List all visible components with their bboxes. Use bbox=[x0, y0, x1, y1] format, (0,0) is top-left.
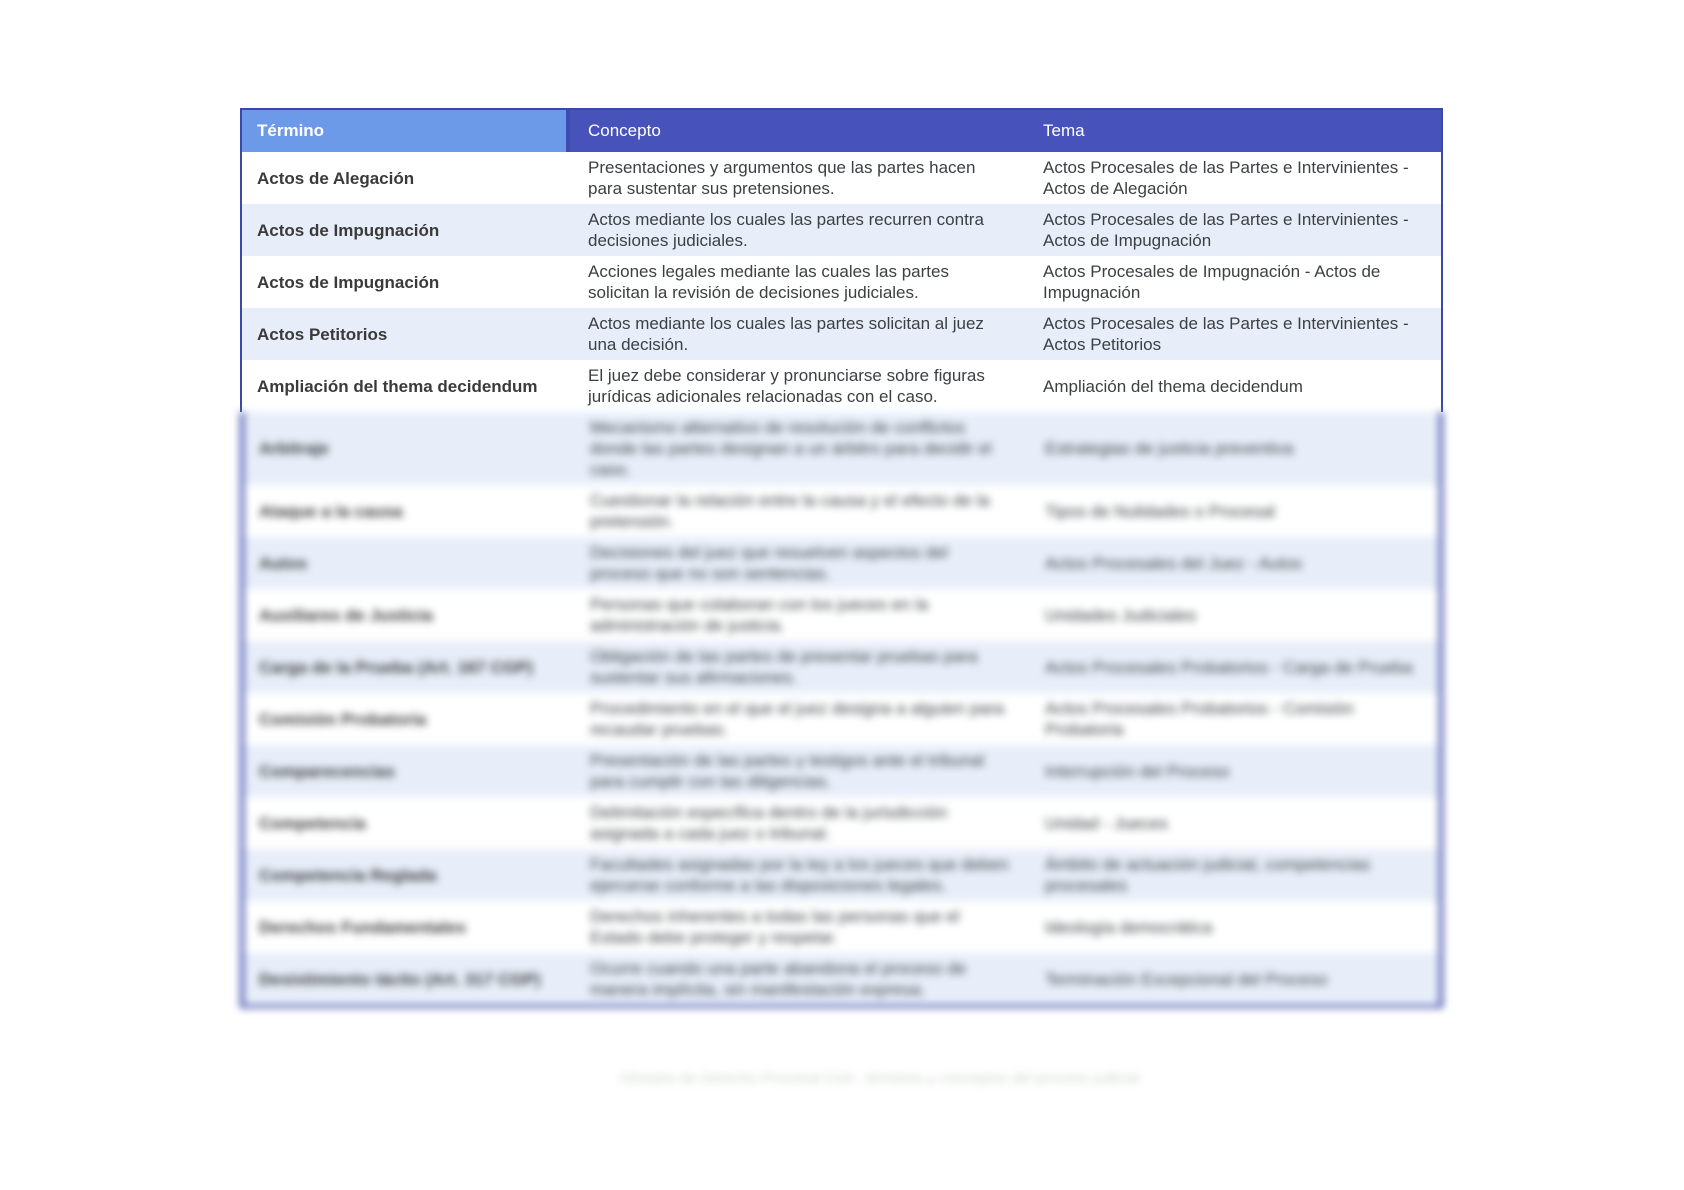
topic-cell: Ámbito de actuación judicial, competencias procesales bbox=[1045, 855, 1371, 895]
concept-cell: Cuestionar la relación entre la causa y el efecto de la pretensión. bbox=[590, 491, 990, 531]
topic-cell: Actos Procesales Probatorios - Carga de Prueba bbox=[1045, 657, 1413, 677]
topic-cell: Unidad - Jueces bbox=[1045, 813, 1168, 833]
term-cell: Desistimiento tácito (Art. 317 CGP) bbox=[259, 969, 541, 989]
term-cell: Arbitraje bbox=[259, 439, 329, 458]
topic-cell: Actos Procesales de Impugnación - Actos de Impugnación bbox=[1043, 262, 1381, 302]
table-row bbox=[244, 641, 1439, 693]
term-cell: Carga de la Prueba (Art. 167 CGP) bbox=[259, 657, 533, 677]
topic-cell: Ideología democrática bbox=[1045, 917, 1213, 937]
concept-cell: Ocurre cuando una parte abandona el proceso de manera implícita, sin manifestación expresa. bbox=[590, 959, 967, 999]
table-row bbox=[244, 589, 1439, 641]
table-row bbox=[244, 953, 1439, 1005]
topic-cell: Terminación Excepcional del Proceso bbox=[1045, 969, 1328, 989]
table-row bbox=[244, 797, 1439, 849]
table-row bbox=[244, 412, 1439, 485]
concept-cell: El juez debe considerar y pronunciarse sobre figuras jurídicas adicionales relacionadas con el caso. bbox=[588, 366, 985, 406]
column-header-concepto[interactable]: Concepto bbox=[588, 121, 661, 140]
concept-cell: Presentación de las partes y testigos ante el tribunal para cumplir con las diligencias. bbox=[590, 751, 985, 791]
table-header-row bbox=[242, 110, 1441, 152]
concept-cell: Procedimiento en el que el juez designa a alguien para recaudar pruebas. bbox=[590, 699, 1004, 739]
term-cell: Actos de Alegación bbox=[257, 168, 415, 188]
topic-cell: Interrupción del Proceso bbox=[1045, 761, 1230, 781]
table-row bbox=[244, 745, 1439, 797]
topic-cell: Actos Procesales de las Partes e Intervinientes - Actos Petitorios bbox=[1043, 314, 1409, 354]
concept-cell: Actos mediante los cuales las partes recurren contra decisiones judiciales. bbox=[588, 210, 984, 250]
concept-cell: Decisiones del juez que resuelven aspectos del proceso que no son sentencias. bbox=[590, 543, 949, 583]
concept-cell: Personas que colaboran con los jueces en la administración de justicia. bbox=[590, 595, 929, 635]
term-cell: Comisión Probatoria bbox=[259, 709, 427, 729]
term-cell: Competencia Reglada bbox=[259, 865, 437, 885]
term-cell: Comparecencias bbox=[259, 761, 396, 781]
table-row bbox=[242, 204, 1441, 256]
topic-cell: Tipos de Nulidades o Procesal bbox=[1045, 501, 1275, 521]
topic-cell: Ampliación del thema decidendum bbox=[1043, 376, 1303, 396]
topic-cell: Actos Procesales del Juez - Autos bbox=[1045, 553, 1303, 573]
concept-cell: Presentaciones y argumentos que las partes hacen para sustentar sus pretensiones. bbox=[588, 158, 976, 198]
table-body-blur bbox=[240, 412, 1443, 1008]
concept-cell: Derechos inherentes a todas las personas que el Estado debe proteger y respetar. bbox=[590, 907, 960, 947]
table-row bbox=[244, 537, 1439, 589]
table-row bbox=[242, 360, 1441, 412]
table-row bbox=[244, 849, 1439, 901]
column-header-termino[interactable]: Término bbox=[242, 110, 570, 152]
topic-cell: Unidades Judiciales bbox=[1045, 605, 1197, 625]
table-row bbox=[244, 693, 1439, 745]
concept-cell: Delimitación específica dentro de la jurisdicción asignada a cada juez o tribunal. bbox=[590, 803, 948, 843]
concept-cell: Mecanismo alternativo de resolución de conflictos donde las partes designan a un árbitro para decidir el caso. bbox=[590, 418, 992, 479]
table-row bbox=[242, 152, 1441, 204]
topic-cell: Estrategias de justicia preventiva bbox=[1045, 439, 1294, 458]
term-cell: Auxiliares de Justicia bbox=[259, 605, 433, 625]
term-cell: Autos bbox=[259, 553, 308, 573]
footer-watermark: Glosario de Derecho Procesal Civil - términos y conceptos del proceso judicial bbox=[620, 1070, 1140, 1087]
column-header-tema[interactable]: Tema bbox=[1043, 121, 1085, 140]
table-row bbox=[244, 901, 1439, 953]
concept-cell: Obligación de las partes de presentar pruebas para sustentar sus afirmaciones. bbox=[590, 647, 978, 687]
term-cell: Actos de Impugnación bbox=[257, 220, 440, 240]
term-cell: Derechos Fundamentales bbox=[259, 917, 466, 937]
concept-cell: Acciones legales mediante las cuales las partes solicitan la revisión de decisiones judiciales. bbox=[588, 262, 949, 302]
topic-cell: Actos Procesales Probatorios - Comisión Probatoria bbox=[1045, 699, 1354, 739]
table-row bbox=[242, 308, 1441, 360]
term-cell: Actos Petitorios bbox=[257, 324, 388, 344]
concept-cell: Facultades asignadas por la ley a los jueces que deben ejercerse conforme a las disposiciones legales. bbox=[590, 855, 1009, 895]
table-clear-section bbox=[240, 108, 1443, 412]
term-cell: Actos de Impugnación bbox=[257, 272, 440, 292]
term-cell: Competencia bbox=[259, 813, 366, 833]
glossary-table bbox=[240, 108, 1443, 1008]
table-row bbox=[242, 256, 1441, 308]
term-cell: Ampliación del thema decidendum bbox=[257, 376, 538, 396]
concept-cell: Actos mediante los cuales las partes solicitan al juez una decisión. bbox=[588, 314, 984, 354]
topic-cell: Actos Procesales de las Partes e Intervinientes - Actos de Alegación bbox=[1043, 158, 1409, 198]
table-body-clear bbox=[242, 152, 1441, 412]
topic-cell: Actos Procesales de las Partes e Intervinientes - Actos de Impugnación bbox=[1043, 210, 1409, 250]
term-cell: Ataque a la causa bbox=[259, 501, 403, 521]
table-row bbox=[244, 485, 1439, 537]
